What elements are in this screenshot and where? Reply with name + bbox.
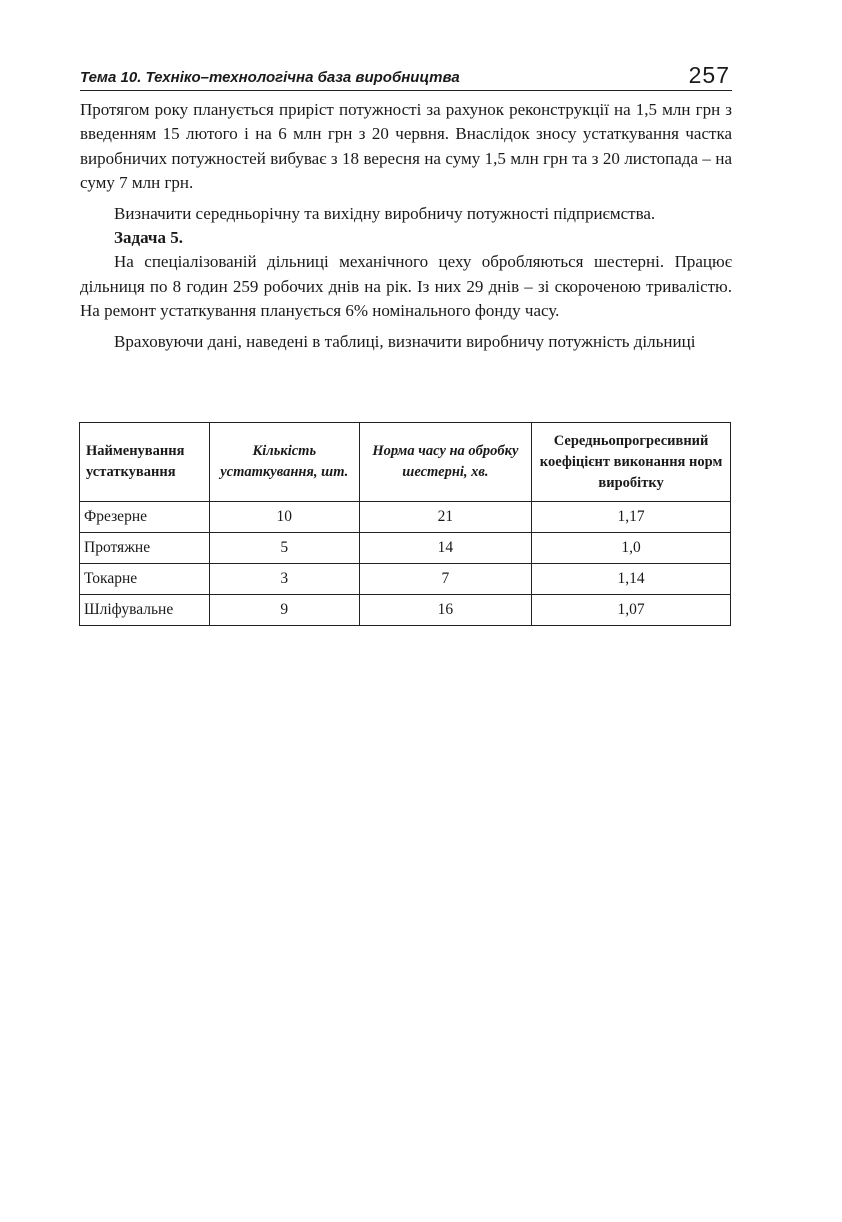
cell-equipment-count: 10 — [209, 502, 359, 533]
table-row — [80, 502, 731, 533]
page-number: 257 — [688, 62, 730, 88]
page-header — [80, 64, 732, 91]
table-row — [80, 595, 731, 626]
cell-coefficient: 1,07 — [532, 595, 731, 626]
cell-equipment-name: Протяжне — [80, 533, 210, 564]
cell-coefficient: 1,14 — [532, 564, 731, 595]
body-text — [80, 98, 732, 354]
cell-equipment-name: Шліфувальне — [80, 595, 210, 626]
header-coefficient: Середньопрогресивний коефіцієнт виконання норм виробітку — [532, 423, 731, 502]
header-equipment-count: Кількість устаткування, шт. — [209, 423, 359, 502]
paragraph-task-instruction: Враховуючи дані, наведені в таблиці, визначити виробничу потужність дільниці — [114, 331, 696, 351]
table-header-row — [80, 423, 731, 502]
equipment-table — [79, 422, 731, 626]
header-equipment-name: Найменування устаткування — [80, 423, 210, 502]
table-row — [80, 533, 731, 564]
cell-time-norm: 14 — [359, 533, 532, 564]
paragraph-task-question: Визначити середньорічну та вихідну виробничу потужності підприємства. — [114, 203, 656, 223]
cell-time-norm: 21 — [359, 502, 532, 533]
running-title: Тема 10. Техніко–технологічна база виробництва — [80, 69, 460, 86]
cell-coefficient: 1,0 — [532, 533, 731, 564]
cell-equipment-count: 5 — [209, 533, 359, 564]
cell-equipment-name: Фрезерне — [80, 502, 210, 533]
paragraph-task-conditions: На спеціалізованій дільниці механічного цеху обробляються шестерні. Працює дільниця по 8 годин 259 робочих днів на рік. Із них 29 днів – зі скороченою тривалістю. На ремонт устаткування планується 6% номінального фонду часу. — [80, 252, 732, 321]
paragraph-capacity-changes: Протягом року планується приріст потужності за рахунок реконструкції на 1,5 млн грн з введенням 15 лютого і на 6 млн грн з 20 червня. Внаслідок зносу устаткування частка виробничих потужностей вибуває з 18 вересня на суму 1,5 млн грн та з 20 листопада – на суму 7 млн грн. — [80, 100, 732, 193]
table-row — [80, 564, 731, 595]
cell-equipment-name: Токарне — [80, 564, 210, 595]
task-title: Задача 5. — [114, 228, 183, 248]
cell-equipment-count: 3 — [209, 564, 359, 595]
cell-time-norm: 16 — [359, 595, 532, 626]
header-time-norm: Норма часу на обробку шестерні, хв. — [359, 423, 532, 502]
cell-coefficient: 1,17 — [532, 502, 731, 533]
cell-equipment-count: 9 — [209, 595, 359, 626]
cell-time-norm: 7 — [359, 564, 532, 595]
